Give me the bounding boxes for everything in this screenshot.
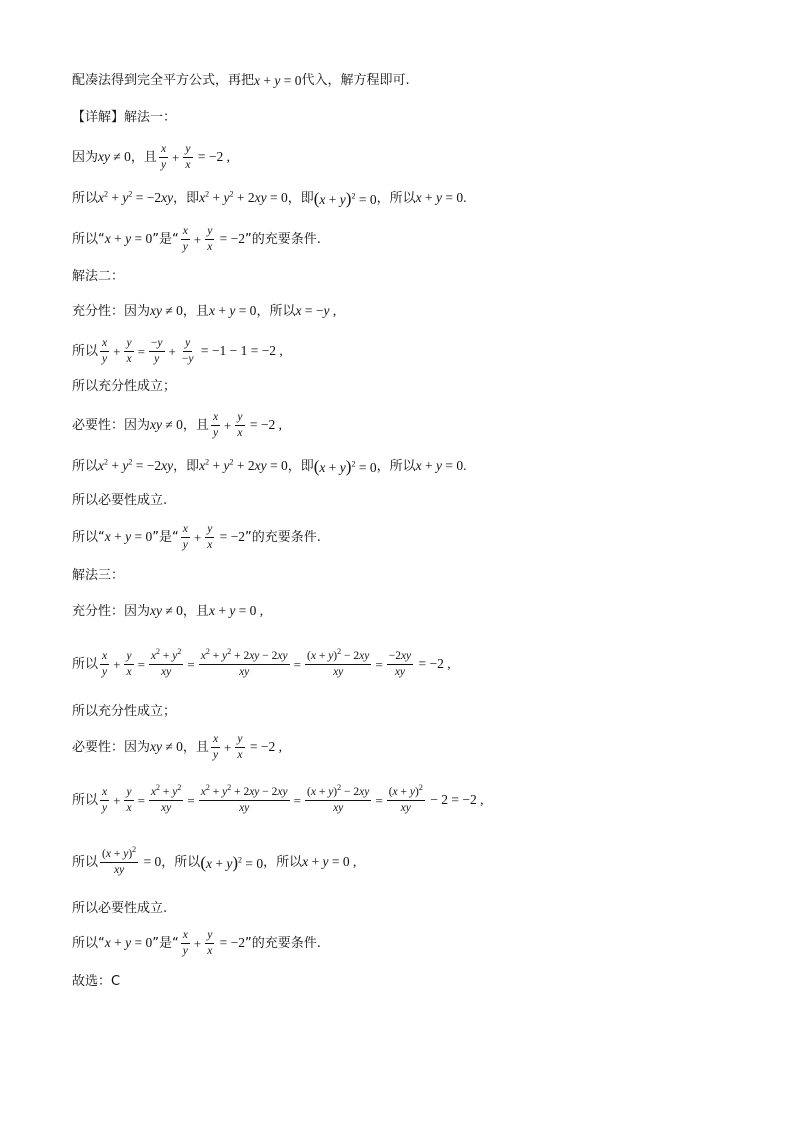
text: 所以“ [72, 935, 105, 951]
text-so: ，所以 [263, 854, 303, 870]
intro-text-a: 配凑法得到完全平方公式，再把 [72, 73, 255, 89]
text: ，所以 [256, 303, 296, 319]
method2-heading-text: 解法二： [72, 269, 125, 284]
intro-line [72, 74, 754, 88]
m1-line-2 [72, 188, 754, 208]
text: 所以充分性成立； [72, 379, 177, 394]
text-so: ，所以 [161, 854, 201, 870]
m3-suff-line: 充分性：因为 xy ≠ 0 ，且 x + y = 0 , [72, 603, 264, 619]
text: ”是“ [152, 231, 179, 247]
text-so: ，所以 [376, 190, 416, 206]
m3-nec-result: 所以 $\frac{(x + y)^2}{xy}$ = 0 ，所以 $(x + y)^2 = 0$ ，所以 x + y = 0 , [72, 845, 357, 876]
m3-nec-ok [72, 902, 754, 915]
text: ”是“ [152, 529, 179, 545]
text: 所以必要性成立. [72, 901, 168, 916]
fraction: $\frac{y}{x}$ [207, 225, 213, 253]
method2-heading [72, 270, 754, 283]
text-so: 所以 [72, 656, 99, 672]
text: ，即 [287, 458, 314, 474]
m1-line-1: 因为 xy ≠ 0 ，且 $\frac{x}{y}$ + $\frac{y}{x}$ = −2 , [72, 143, 230, 171]
math-eq: $x^2 + y^2 + 2xy = 0$ [199, 189, 288, 206]
text: ，且 [182, 303, 209, 319]
m2-nec-ok [72, 494, 754, 507]
text-so: 所以 [72, 343, 99, 359]
text-so: 所以 [72, 792, 99, 808]
text: ，且 [182, 739, 209, 755]
text: 充分性：因为 [72, 603, 151, 619]
text: ”的充要条件. [245, 231, 321, 247]
text: 所以“ [72, 529, 105, 545]
m3-nec-calc: 所以 $\frac{x}{y}$ + $\frac{y}{x}$ = $\frac{x^2 + y^2}{xy}$ = $\frac{x^2 + y^2 + 2xy - 2xy}{xy}$ = $\frac{(x + y)^2 - 2xy}{xy}$ = $\frac{(x + y)^2}{xy}$ − 2 = −2 , [72, 783, 484, 814]
detail-heading [72, 111, 754, 124]
m3-suff-ok [72, 705, 754, 718]
m1-conclusion: 所以“ x + y = 0 ”是“ $\frac{x}{y}$ + $\frac{y}{x}$ = −2 ”的充要条件. [72, 225, 321, 253]
answer-line [72, 975, 754, 988]
text: 所以必要性成立. [72, 493, 168, 508]
math-x-plus-y-eq-0: x + y = 0 [254, 73, 302, 88]
m3-suff-calc: 所以 $\frac{x}{y}$ + $\frac{y}{x}$ = $\frac{x^2 + y^2}{xy}$ = $\frac{x^2 + y^2 + 2xy - 2xy}{xy}$ = $\frac{(x + y)^2 - 2xy}{xy}$ = $\frac{-2xy}{xy}$ = −2 , [72, 647, 451, 678]
method3-heading-text: 解法三： [72, 568, 125, 583]
text: 所以充分性成立； [72, 704, 177, 719]
text: ，且 [182, 603, 209, 619]
detail-heading-text: 【详解】解法一： [72, 110, 177, 125]
method3-heading [72, 569, 754, 582]
m2-suff-calc: 所以 $\frac{x}{y}$ + $\frac{y}{x}$ = $\frac{-y}{y}$ + $\frac{y}{-y}$ = −1 − 1 = −2 , [72, 337, 283, 365]
text: ，即 [173, 458, 200, 474]
text-so: 所以 [72, 190, 99, 206]
m2-conclusion: 所以“ x + y = 0 ”是“ $\frac{x}{y}$ + $\frac{y}{x}$ = −2 ”的充要条件. [72, 523, 321, 551]
intro-text-b: 代入，解方程即可. [301, 73, 410, 89]
answer-text: 故选：C [72, 974, 121, 989]
text: ”的充要条件. [245, 935, 321, 951]
text-because: 因为 [72, 149, 99, 165]
text: 必要性：因为 [72, 739, 151, 755]
m3-nec-line: 必要性：因为 xy ≠ 0 ，且 $\frac{x}{y}$ + $\frac{y}{x}$ = −2 , [72, 733, 282, 761]
math-eq: $(x + y)^2 = 0$ [313, 188, 377, 208]
m2-nec-calc: 所以 $x^2 + y^2 = -2xy$ ，即 $x^2 + y^2 + 2xy = 0$ ，即 $(x + y)^2 = 0$ ，所以 x + y = 0. [72, 456, 467, 476]
fraction: $\frac{x}{y}$ [160, 143, 167, 171]
math-eq: $x^2 + y^2 = -2xy$ [98, 189, 174, 206]
text: 必要性：因为 [72, 417, 151, 433]
text: 所以 [72, 458, 99, 474]
m2-nec-line: 必要性：因为 xy ≠ 0 ，且 $\frac{x}{y}$ + $\frac{y}{x}$ = −2 , [72, 411, 282, 439]
m2-suff-ok [72, 380, 754, 393]
math-eq: x + y = 0. [415, 190, 467, 206]
text-so: 所以 [72, 854, 99, 870]
text: 充分性：因为 [72, 303, 151, 319]
math-xy-neq-0: xy ≠ 0 [98, 149, 131, 165]
text: ，且 [182, 417, 209, 433]
text: 所以“ [72, 231, 105, 247]
text-and: ，且 [130, 149, 157, 165]
m2-suff-line: 充分性：因为 xy ≠ 0 ，且 x + y = 0 ，所以 x = −y , [72, 303, 337, 319]
fraction: $\frac{x}{y}$ [182, 225, 188, 253]
text: ，所以 [376, 458, 416, 474]
text-ie: ，即 [173, 190, 200, 206]
text: ”的充要条件. [245, 529, 321, 545]
m3-conclusion: 所以“ x + y = 0 ”是“ $\frac{x}{y}$ + $\frac{y}{x}$ = −2 ”的充要条件. [72, 929, 321, 957]
text-ie: ，即 [287, 190, 314, 206]
text: ”是“ [152, 935, 179, 951]
fraction: $\frac{y}{x}$ [185, 143, 191, 171]
